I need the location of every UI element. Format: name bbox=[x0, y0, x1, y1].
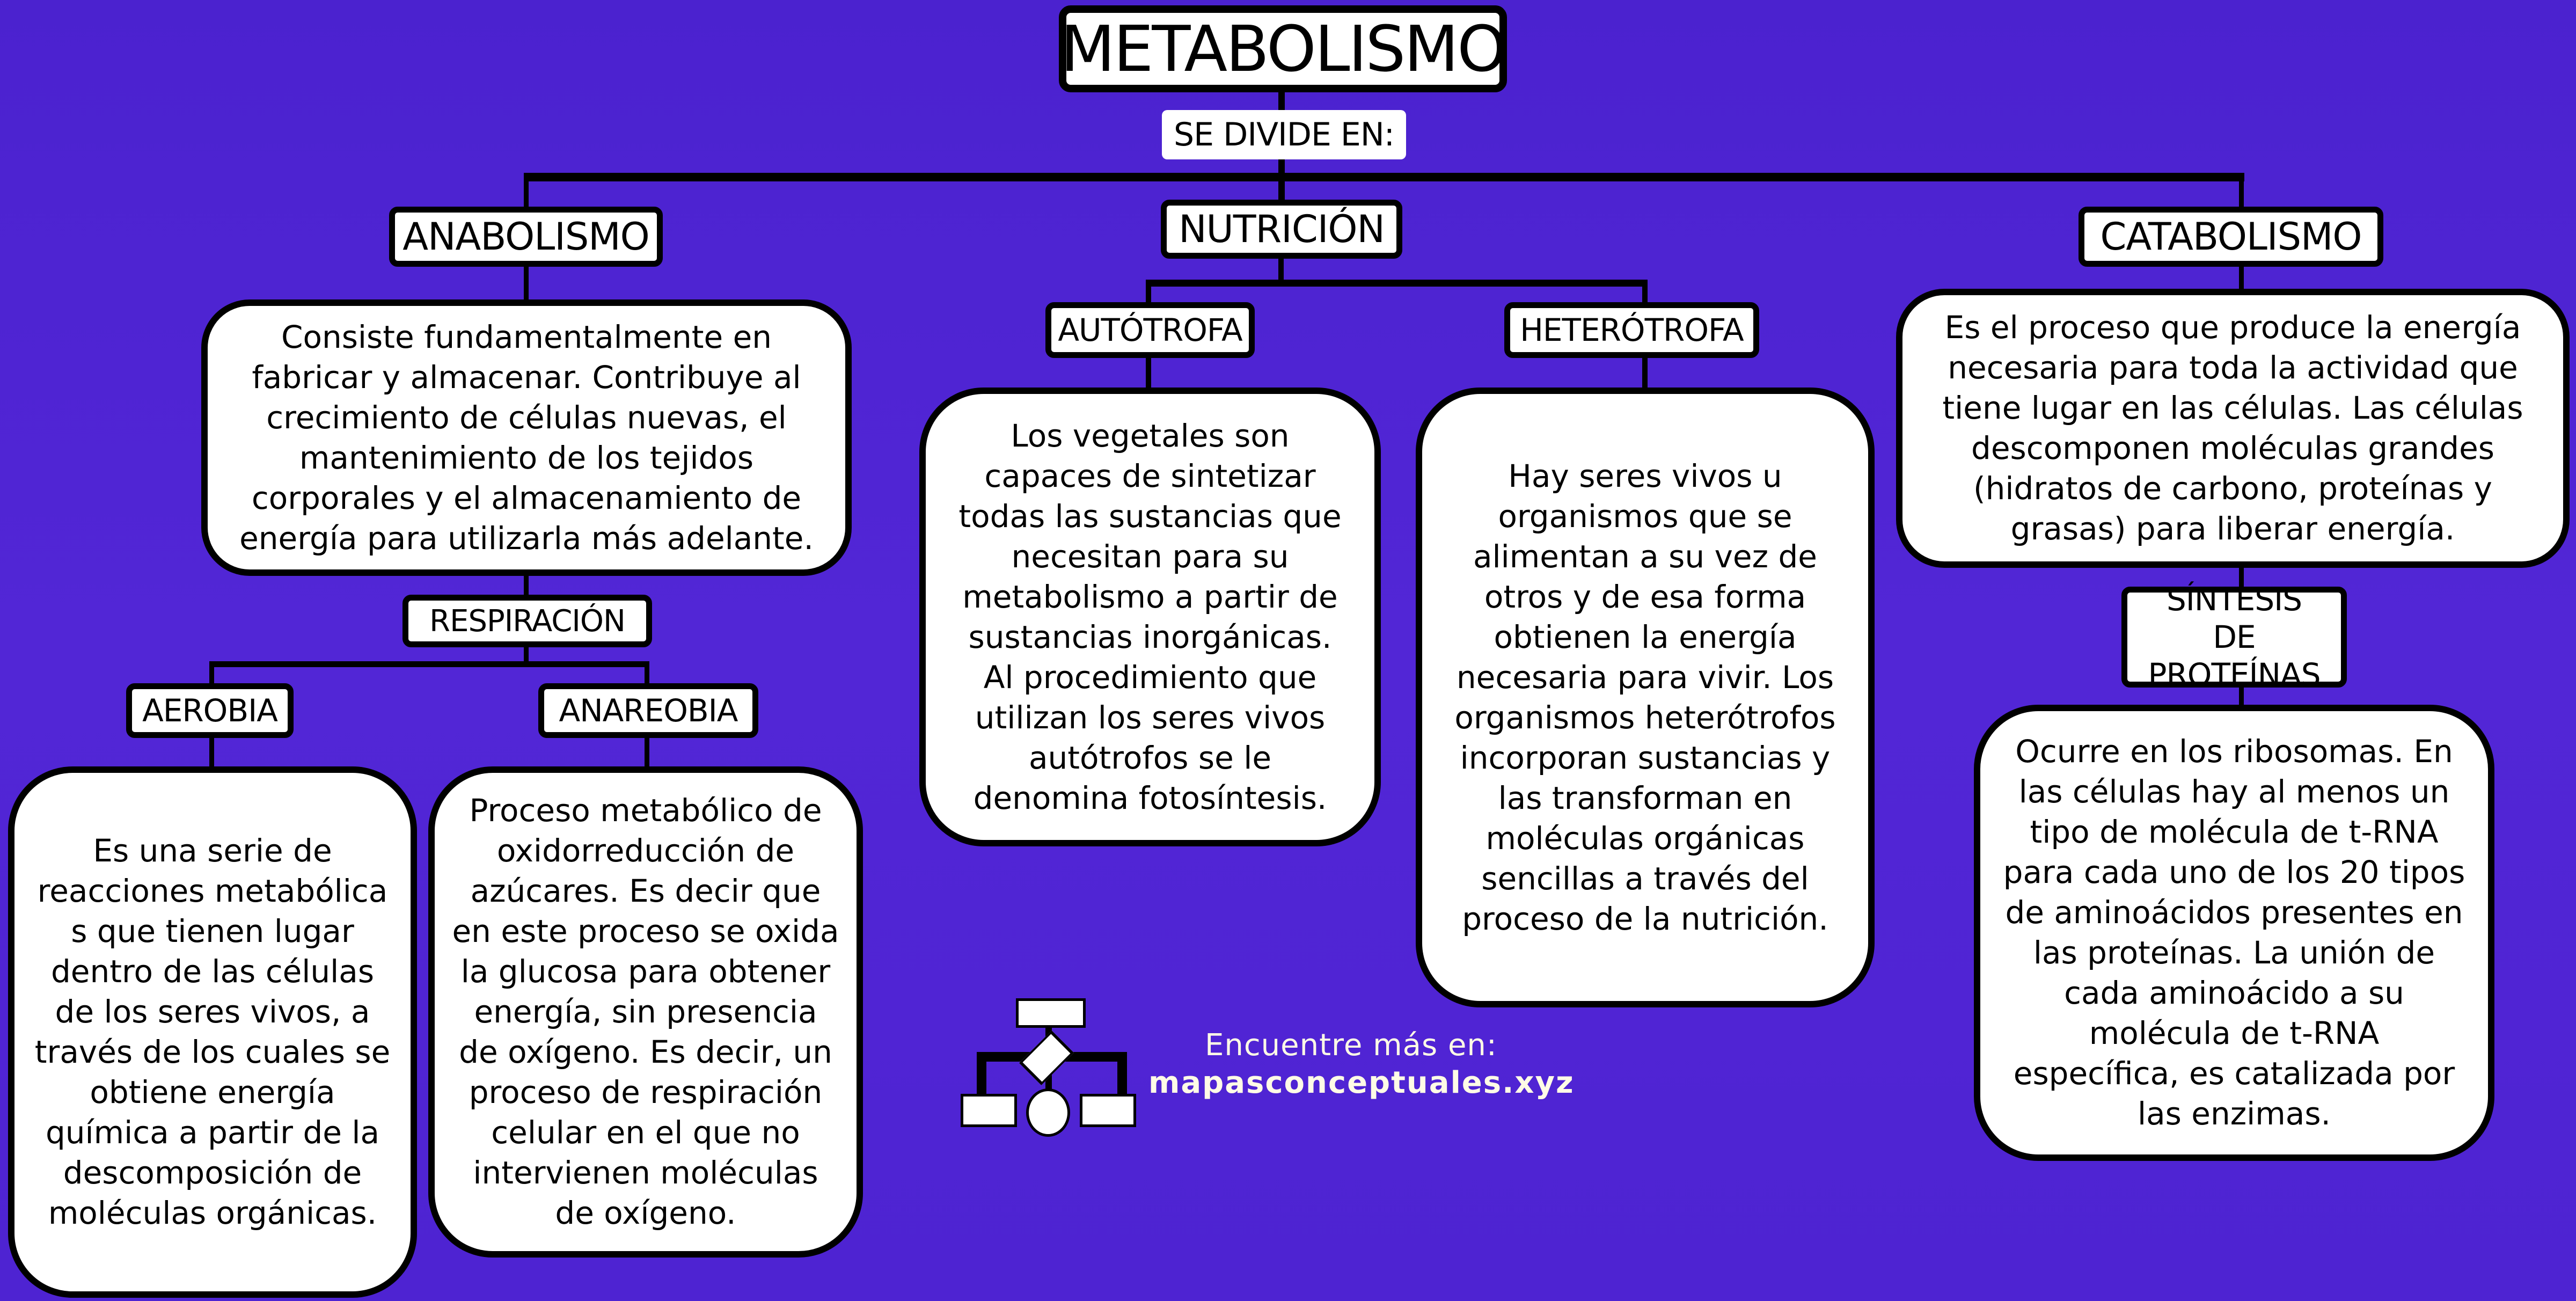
connector-anabolismo-desc bbox=[524, 263, 529, 303]
autotrofa-description: Los vegetales son capaces de sintetizar todas las sustancias que necesitan para su metabolismo a partir de sustancias inorgánicas. Al procedimiento que utilizan los seres vivos autótrofos se le denomina fotosíntesis. bbox=[958, 417, 1342, 816]
sintesis-description: Ocurre en los ribosomas. En las células hay al menos un tipo de molécula de t-RNA para cada uno de los 20 tipos de aminoácidos presentes en las proteínas. La unión de cada aminoácido a su molécula de t-RNA específica, es catalizada por las enzimas. bbox=[2003, 733, 2465, 1132]
respiracion-label: RESPIRACIÓN bbox=[429, 603, 625, 639]
logo-connector-right bbox=[1117, 1052, 1127, 1095]
connector-nutricion-bar bbox=[1146, 280, 1648, 287]
sintesis-description-box bbox=[1974, 705, 2494, 1161]
anabolismo-label-box bbox=[389, 207, 663, 267]
sintesis-label: SÍNTESIS DE PROTEÍNAS bbox=[2148, 581, 2321, 693]
heterotrofa-label-box bbox=[1504, 302, 1759, 358]
sintesis-label-box bbox=[2121, 581, 2347, 693]
respiracion-label-box bbox=[402, 595, 652, 647]
connector-catabolismo-desc bbox=[2239, 263, 2244, 293]
anareobia-label: ANAREOBIA bbox=[559, 692, 738, 729]
aerobia-description: Es una serie de reacciones metabólica s que tienen lugar dentro de las células de los seres vivos, a través de los cuales se obtiene energía química a partir de la descomposición de moléculas orgánicas. bbox=[34, 832, 391, 1231]
nutricion-label-box bbox=[1161, 200, 1402, 259]
connector-aerobia-desc bbox=[209, 735, 214, 770]
nutricion-label: NUTRICIÓN bbox=[1179, 207, 1385, 251]
heterotrofa-description-box bbox=[1416, 388, 1875, 1007]
anareobia-description: Proceso metabólico de oxidorreducción de azúcares. Es decir que en este proceso se oxida la glucosa para obtener energía, sin presencia de oxígeno. Es decir, un proceso de respiración celular en el que no intervienen moléculas de oxígeno. bbox=[452, 792, 839, 1231]
autotrofa-label-box bbox=[1045, 302, 1255, 358]
connector-respiracion-bar bbox=[209, 661, 649, 667]
logo-diamond bbox=[1019, 1030, 1074, 1085]
anabolismo-description: Consiste fundamentalmente en fabricar y almacenar. Contribuye al crecimiento de células nuevas, el mantenimiento de los tejidos corporales y el almacenamiento de energía para utilizarla más adelante. bbox=[239, 318, 814, 557]
connector-label-box bbox=[1162, 110, 1406, 159]
concept-map-logo-icon bbox=[961, 998, 1143, 1138]
anareobia-description-box bbox=[428, 766, 863, 1258]
connector-heterotrofa-desc bbox=[1642, 354, 1648, 392]
title-box bbox=[1059, 5, 1507, 92]
heterotrofa-description: Hay seres vivos u organismos que se alimentan a su vez de otros y de esa forma obtienen la energía necesaria para vivir. Los organismos heterótrofos incorporan sustancias y las transforman en moléculas orgánicas sencillas a través del proceso de la nutrición. bbox=[1454, 457, 1836, 937]
catabolismo-label: CATABOLISMO bbox=[2100, 215, 2362, 259]
footer-line-1: Encuentre más en: bbox=[1205, 1028, 1497, 1063]
catabolismo-description: Es el proceso que produce la energía necesaria para toda la actividad que tiene lugar en las células. Las células descomponen moléculas grandes (hidratos de carbono, proteínas y grasas) para liberar energía. bbox=[1942, 309, 2523, 547]
connector-label: SE DIVIDE EN: bbox=[1174, 116, 1394, 154]
catabolismo-label-box bbox=[2079, 207, 2383, 267]
logo-connector-left bbox=[977, 1052, 986, 1095]
autotrofa-description-box bbox=[919, 388, 1381, 846]
connector-to-anabolismo bbox=[524, 173, 529, 210]
page-title: METABOLISMO bbox=[1060, 12, 1505, 86]
heterotrofa-label: HETERÓTROFA bbox=[1520, 312, 1744, 348]
footer-website-link[interactable]: mapasconceptuales.xyz bbox=[1148, 1065, 1575, 1100]
aerobia-description-box bbox=[8, 766, 417, 1298]
connector-anareobia-desc bbox=[645, 735, 649, 770]
logo-bottom-left-rect bbox=[961, 1094, 1017, 1127]
connector-autotrofa-desc bbox=[1146, 354, 1151, 392]
autotrofa-label: AUTÓTROFA bbox=[1058, 312, 1242, 348]
catabolismo-description-box bbox=[1896, 289, 2570, 568]
anabolismo-label: ANABOLISMO bbox=[402, 215, 649, 259]
connector-to-catabolismo bbox=[2239, 173, 2244, 210]
anabolismo-description-box bbox=[201, 299, 852, 576]
logo-circle bbox=[1026, 1088, 1070, 1137]
connector-main-bar bbox=[524, 173, 2244, 181]
anareobia-label-box bbox=[538, 683, 758, 738]
aerobia-label-box bbox=[126, 683, 294, 738]
logo-bottom-right-rect bbox=[1080, 1094, 1136, 1127]
aerobia-label: AEROBIA bbox=[142, 692, 277, 729]
logo-top-rect bbox=[1016, 998, 1086, 1028]
